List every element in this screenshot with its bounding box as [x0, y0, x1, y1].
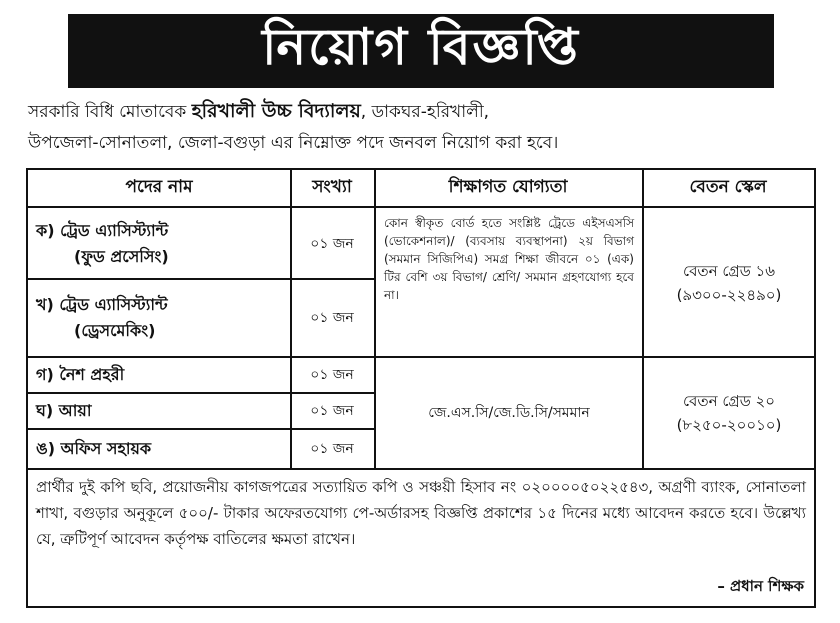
salary-range: (৮২৫০-২০০১০)	[676, 416, 782, 434]
table-row-post: গ) নৈশ প্রহরী	[36, 365, 125, 384]
application-instructions: প্রার্থীর দুই কপি ছবি, প্রয়োজনীয় কাগজপত্রের সত্যায়িত কপি ও সঞ্চয়ী হিসাব নং ০২০০০০৫০২২৫৪৩, অগ্রণী ব্যাংক, সোনাতলা শাখা, বগুড়ার অনুকূলে ৫০০/- টাকার অফেরতযোগ্য পে-অর্ডারসহ বিজ্ঞপ্তি প্রকাশের ১৫ দিনের মধ্যে আবেদন করতে হবে। উল্লেখ্য যে, ত্রুটিপূর্ণ আবেদন কর্তৃপক্ষ বাতিলের ক্ষমতা রাখেন।	[36, 478, 806, 548]
signature-headmaster: – প্রধান শিক্ষক	[717, 577, 804, 595]
table-row-count: ০১ জন	[310, 367, 354, 383]
post-name: খ) ট্রেড এ্যাসিস্ট্যান্ট	[36, 295, 168, 314]
intro-suffix: , ডাকঘর-হরিখালী,	[360, 102, 490, 122]
post-subname: (ড্রেসমেকিং)	[74, 321, 156, 340]
notice-title: নিয়োগ বিজ্ঞপ্তি	[68, 14, 774, 88]
qualification-text-general: জে.এস.সি/জে.ডি.সি/সমমান	[428, 405, 590, 421]
salary-scale-grade16	[644, 210, 814, 356]
table-row-post	[28, 210, 290, 278]
post-name: ক) ট্রেড এ্যাসিস্ট্যান্ট	[36, 221, 169, 240]
salary-range: (৯৩০০-২২৪৯০)	[676, 286, 782, 304]
post-subname: (ফুড প্রসেসিং)	[74, 247, 169, 266]
table-row-count: ০১ জন	[310, 403, 354, 419]
qualification-text-trade: কোন স্বীকৃত বোর্ড হতে সংশ্লিষ্ট ট্রেডে এইসএসসি (ভোকেশনাল)/ (ব্যবসায় ব্যবস্থাপনা) ২য় বিভাগ (সমমান সিজিপিএ) সমগ্র শিক্ষা জীবনে ০১ (এক) টির বেশি ৩য় বিভাগ/ শ্রেণি/ সমমান গ্রহণযোগ্য হবে না।	[384, 216, 634, 302]
header-qualification: শিক্ষাগত যোগ্যতা	[374, 170, 642, 208]
intro-line2: উপজেলা-সোনাতলা, জেলা-বগুড়া এর নিম্নোক্ত পদে জনবল নিয়োগ করা হবে।	[28, 133, 559, 153]
header-salary: বেতন স্কেল	[642, 170, 814, 208]
table-row-count: ০১ জন	[310, 310, 354, 326]
header-count: সংখ্যা	[290, 170, 374, 208]
salary-grade: বেতন গ্রেড ১৬	[682, 262, 776, 280]
salary-scale-grade20	[644, 358, 814, 468]
table-row-post	[28, 280, 290, 356]
header-post: পদের নাম	[28, 170, 290, 208]
table-row-count: ০১ জন	[310, 236, 354, 252]
salary-grade: বেতন গ্রেড ২০	[682, 392, 776, 410]
notice-frame	[26, 168, 816, 608]
intro-prefix: সরকারি বিধি মোতাবেক	[28, 102, 187, 122]
school-name: হরিখালী উচ্চ বিদ্যালয়	[191, 100, 361, 122]
intro-text	[28, 96, 818, 159]
table-row-count: ০১ জন	[310, 441, 354, 457]
table-row-post: ঘ) আয়া	[36, 401, 92, 420]
table-row-post: ঙ) অফিস সহায়ক	[36, 439, 152, 458]
vacancy-table	[28, 170, 814, 470]
